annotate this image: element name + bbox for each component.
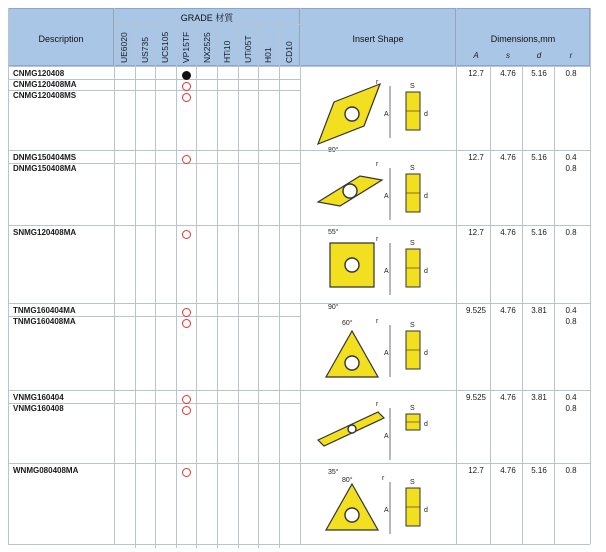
dimension-value: 4.76 [500,228,516,237]
angle-label: 90° [328,304,339,311]
grade-dot-filled [182,71,191,80]
insert-shape-diagram [312,72,442,156]
dimension-s-label: S [410,165,415,172]
dimension-value: 0.4 [565,393,577,402]
dimension-value: 4.76 [500,466,516,475]
grade-header-ue6020 [114,24,135,66]
model-code: TNMG160404MA [13,306,76,315]
grade-dot-open [182,82,191,91]
dimension-value: 12.7 [468,153,484,162]
dim-header-s: s [506,51,510,60]
dimension-value: 12.7 [468,466,484,475]
grade-dot-open [182,155,191,164]
dimension-a-label: A [384,349,389,357]
insert-hole [345,508,359,522]
header-description: Description [38,34,84,44]
grade-header-vp15tf [176,24,197,66]
insert-hole [345,107,359,121]
grade-dot-open [182,230,191,239]
dimension-value: 0.4 [565,306,577,315]
dimension-value: 9.525 [465,393,487,402]
dimension-a-label: A [384,433,389,440]
dimension-value: 0.8 [565,317,577,326]
dim-header-r: r [569,51,573,60]
dimension-a-label: A [384,193,389,200]
model-code: SNMG120408MA [13,228,77,237]
grade-dot-open [182,319,191,328]
model-code: WNMG080408MA [13,466,79,475]
insert-shape-diagram [312,229,442,313]
dimension-s-label: S [410,240,415,247]
insert-hole [343,184,357,198]
insert-outline [326,484,378,530]
grade-label: US735 [139,37,150,63]
dimension-value: 0.8 [565,69,577,78]
dim-header-d: d [536,51,542,60]
header-grade: GRADE 材質 [180,13,234,23]
grade-label: UE6020 [119,32,130,63]
grade-label: CD10 [284,41,295,63]
header-insert-shape: Insert Shape [352,34,404,44]
dimension-d-label: d [424,268,428,275]
dimension-value: 0.8 [565,164,577,173]
dimension-value: 5.16 [531,153,547,162]
dimension-a-label: A [384,111,389,118]
model-code: VNMG160404 [13,393,64,402]
insert-shape-diagram [312,311,442,395]
dimension-a-label: A [384,268,389,275]
angle-label: 55° [328,229,339,236]
dimension-value: 5.16 [531,466,547,475]
grade-header-h01 [258,24,279,66]
dimension-value: 4.76 [500,393,516,402]
model-code: VNMG160408 [13,404,64,413]
grade-header-uti05t [238,24,259,66]
dimension-value: 0.8 [565,404,577,413]
dimension-a-label: A [384,506,389,514]
angle-label: 35° [328,469,339,476]
model-code: CNMG120408 [13,69,65,78]
dimension-d-label: d [424,111,428,118]
model-code: DNMG150404MS [13,153,77,162]
model-code: CNMG120408MS [13,91,77,100]
insert-hole [345,258,359,272]
grade-label: UTi05T [242,35,253,63]
dimension-value: 0.4 [565,153,577,162]
grade-dot-open [182,93,191,102]
grade-label: HTi10 [222,40,233,63]
dimension-value: 0.8 [565,228,577,237]
grade-header-hti10 [217,24,238,66]
dimension-s-label: S [410,478,415,486]
dimension-value: 0.8 [565,466,577,475]
dimension-d-label: d [424,421,428,428]
dimension-s-label: S [410,83,415,90]
insert-shape-diagram [312,394,442,478]
insert-shape-diagram [312,468,442,552]
model-code: TNMG160408MA [13,317,76,326]
dimension-s-label: S [410,405,415,412]
radius-label: r [376,236,379,243]
dimension-value: 12.7 [468,69,484,78]
grade-dot-open [182,468,191,477]
radius-label: r [376,161,379,168]
dimension-value: 12.7 [468,228,484,237]
radius-label: r [376,317,379,325]
dimension-value: 9.525 [465,306,487,315]
grade-header-cd10 [279,24,300,66]
radius-label: r [382,474,385,482]
grade-label: NX2525 [201,32,212,63]
dimension-d-label: d [424,506,428,514]
dimension-value: 4.76 [500,153,516,162]
dim-header-a: A [473,51,479,60]
grade-header-nx2525 [196,24,217,66]
angle-label: 80° [342,476,353,484]
model-code: CNMG120408MA [13,80,77,89]
dimension-value: 3.81 [531,393,547,402]
grade-header-uc5105 [155,24,176,66]
dimension-s-label: S [410,321,415,329]
radius-label: r [376,79,379,86]
insert-hole [345,356,359,370]
dimension-value: 5.16 [531,228,547,237]
grade-header-us735 [135,24,156,66]
dimension-d-label: d [424,193,428,200]
dimension-value: 5.16 [531,69,547,78]
dimension-d-label: d [424,349,428,357]
grade-label: UC5105 [160,31,171,63]
grade-dot-open [182,308,191,317]
grade-label: H01 [263,47,274,63]
angle-label: 80° [328,147,339,154]
header-dimensions: Dimensions,mm [490,34,556,44]
radius-label: r [376,401,379,408]
grade-dot-open [182,406,191,415]
grade-label: VP15TF [181,31,192,63]
insert-hole [348,425,356,433]
angle-label: 60° [342,319,353,327]
dimension-value: 4.76 [500,69,516,78]
model-code: DNMG150408MA [13,164,77,173]
dimension-value: 4.76 [500,306,516,315]
grade-dot-open [182,395,191,404]
dimension-value: 3.81 [531,306,547,315]
